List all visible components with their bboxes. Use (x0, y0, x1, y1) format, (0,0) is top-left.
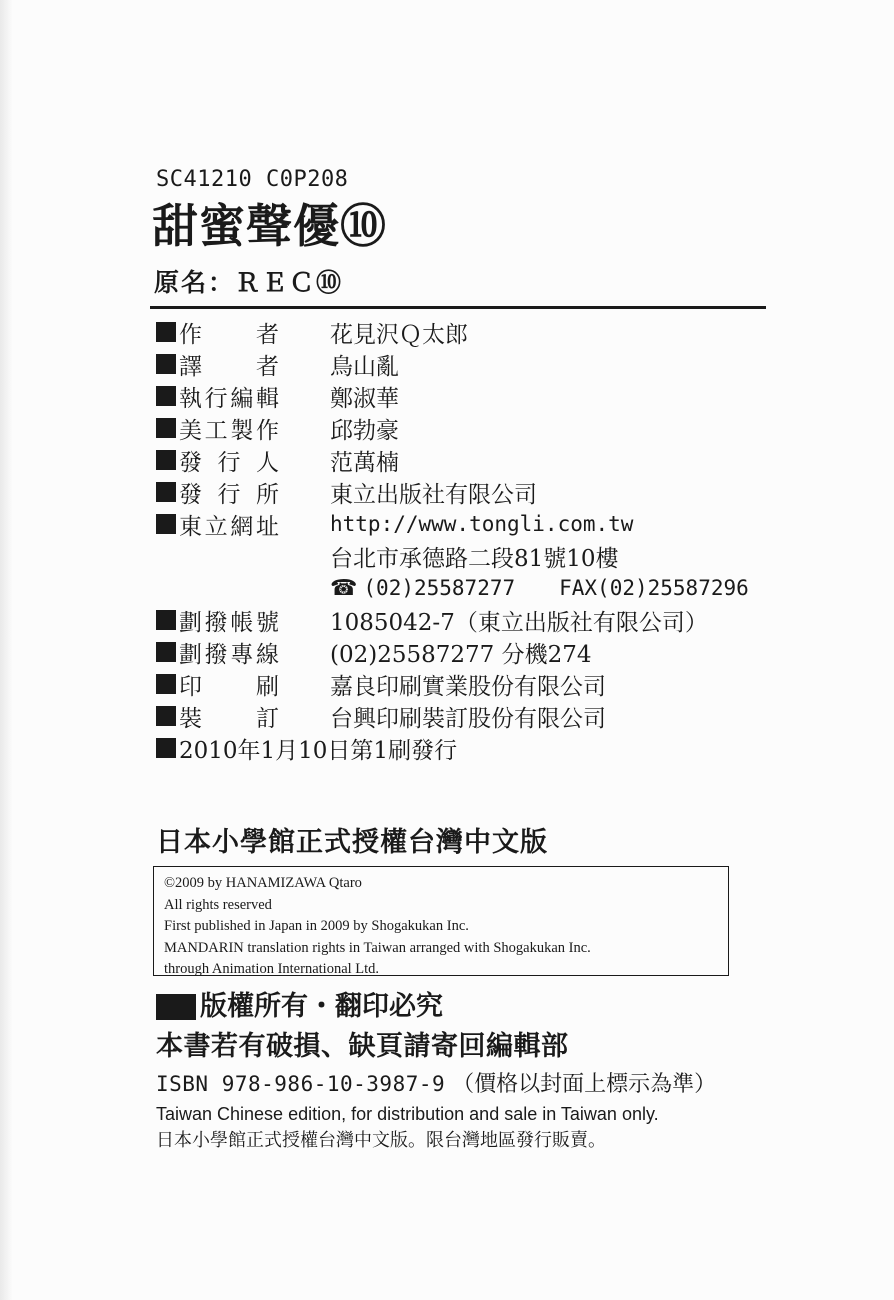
bullet-square-icon (156, 994, 196, 1020)
address-row (156, 540, 776, 572)
credit-value: 台興印刷裝訂股份有限公司 (330, 705, 606, 732)
license-notice: 日本小學館正式授權台灣中文版 (156, 827, 548, 858)
credit-row-binding (156, 700, 776, 732)
credit-label: 劃撥專線 (179, 641, 279, 668)
credit-row-website (156, 508, 776, 540)
phone-number: (02)25587277 (363, 576, 516, 600)
telephone-icon: ☎ (330, 575, 358, 601)
damage-notice: 本書若有破損、缺頁請寄回編輯部 (156, 1031, 569, 1062)
address: 台北市承德路二段81號10樓 (330, 545, 619, 572)
credit-row-art (156, 412, 776, 444)
bullet-square-icon (156, 706, 176, 726)
credit-value: 鳥山亂 (330, 353, 399, 380)
copyright-line: MANDARIN translation rights in Taiwan arranged with Shogakukan Inc. (164, 939, 591, 956)
distribution-note-chinese: 日本小學館正式授權台灣中文版。限台灣地區發行販賣。 (156, 1130, 606, 1151)
credit-value: 東立出版社有限公司 (330, 481, 537, 508)
bullet-square-icon (156, 322, 176, 342)
book-title: 甜蜜聲優⑩ (152, 199, 387, 253)
rights-notice-row (156, 988, 443, 1026)
copyright-box (153, 866, 729, 976)
credit-value: 1085042-7（東立出版社有限公司） (330, 609, 708, 636)
isbn-number: ISBN 978-986-10-3987-9 (156, 1072, 446, 1096)
credits-list (156, 316, 776, 764)
credit-label: 美工製作 (179, 417, 279, 444)
credit-row-account (156, 604, 776, 636)
catalog-code: SC41210 C0P208 (156, 167, 349, 192)
isbn-price-note: （價格以封面上標示為準） (452, 1072, 717, 1097)
copyright-line: ©2009 by HANAMIZAWA Qtaro (164, 875, 362, 891)
distribution-note-english: Taiwan Chinese edition, for distribution and sale in Taiwan only. (156, 1104, 659, 1124)
credit-value: (02)25587277 分機274 (330, 641, 592, 668)
credit-value: 鄭淑華 (330, 385, 399, 412)
fax-number: FAX(02)25587296 (559, 576, 749, 600)
credit-row-editor (156, 380, 776, 412)
phone-row (156, 572, 776, 604)
credit-label: 東立網址 (179, 513, 279, 540)
copyright-line: All rights reserved (164, 896, 272, 913)
bullet-square-icon (156, 386, 176, 406)
credit-value: 邱勃豪 (330, 417, 399, 444)
original-title: 原名：ＲＥＣ⑩ (154, 268, 344, 297)
credit-label: 發 行 所 (179, 481, 279, 508)
publish-date: 2010年1月10日第1刷發行 (179, 737, 458, 764)
copyright-line: through Animation International Ltd. (164, 961, 380, 977)
rights-notice: 版權所有・翻印必究 (200, 991, 443, 1022)
title-divider (150, 306, 766, 309)
bullet-square-icon (156, 610, 176, 630)
credit-label: 作 者 (179, 321, 279, 348)
credit-row-hotline (156, 636, 776, 668)
bullet-square-icon (156, 738, 176, 758)
credit-row-translator (156, 348, 776, 380)
credit-row-publishing-house (156, 476, 776, 508)
bullet-square-icon (156, 418, 176, 438)
credit-value: 花見沢Ｑ太郎 (330, 321, 468, 348)
page-edge-shadow (0, 0, 12, 1300)
credit-row-printing (156, 668, 776, 700)
credit-label: 裝 訂 (179, 705, 279, 732)
credit-row-author (156, 316, 776, 348)
credit-label: 印 刷 (179, 673, 279, 700)
bullet-square-icon (156, 354, 176, 374)
credit-value: 嘉良印刷實業股份有限公司 (330, 673, 606, 700)
credit-label: 發 行 人 (179, 449, 279, 476)
credit-label: 劃撥帳號 (179, 609, 279, 636)
credit-value: 范萬楠 (330, 449, 399, 476)
credit-row-publisher (156, 444, 776, 476)
bullet-square-icon (156, 482, 176, 502)
bullet-square-icon (156, 674, 176, 694)
publish-date-row (156, 732, 776, 764)
bullet-square-icon (156, 642, 176, 662)
website-url[interactable]: http://www.tongli.com.tw (330, 512, 634, 536)
bullet-square-icon (156, 514, 176, 534)
bullet-square-icon (156, 450, 176, 470)
copyright-line: First published in Japan in 2009 by Shogakukan Inc. (164, 918, 469, 934)
credit-label: 譯 者 (179, 353, 279, 380)
credit-label: 執行編輯 (179, 385, 279, 412)
isbn-row (156, 1068, 716, 1101)
